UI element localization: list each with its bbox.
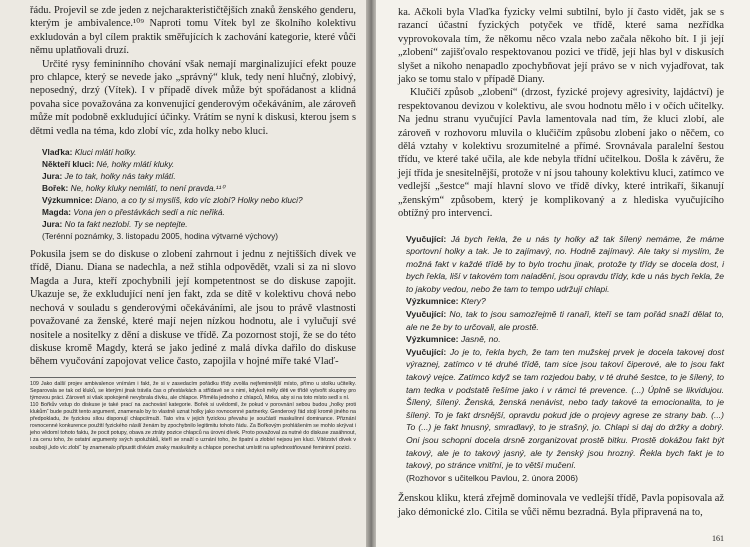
utterance: Já bych řekla, že u nás ty holky až tak šílený nemáme, že máme sportovní holky a tak. Je to zajímavý, no. Hodně zajímavý. Ale taky si myslím, že možná fakt v každé třídě by to bylo trochu jinak, protože ty třídy se docela dost, i bych řekla, liší v takovém tom naladění, jsou opravdu třídy, kde u nás bych řekla, že to jakoby vedou, nebo že tam to tempo udržují chlapi.: [406, 233, 725, 294]
left-paragraph-1: řádu. Projevil se zde jeden z nejcharakterističtějších znaků ženského genderu, kterým je ambivalence.¹⁰⁹ Naproti tomu Vítek byl ze školního kolektivu exkludován a byl cílem praktik směřujících k zachování kategorie, které vůči němu uplatňovali druzí.: [30, 5, 356, 57]
dialogue-line: [406, 308, 724, 333]
speaker: Výzkumnice:: [406, 296, 459, 307]
dialogue-line: [406, 233, 724, 296]
speaker: Vyučující:: [406, 233, 447, 244]
speaker: Výzkumnice:: [406, 334, 459, 345]
utterance: Jo je to, řekla bych, že tam ten mužskej prvek je docela takovej dost výraznej, zatímco v té druhé třídě, tam sice jsou takoví čiperové, ale to jsou fakt takový vejce. Zatímco když se tam rozjedou baby, v té druhé šestce, to je šílený, to tam tedka v podstatě řešíme jako i v rámci té prevence. (...) Úplně se likvidujou. Šílený, šílený. Ženská, ženská nenávist, nebo tady takové ta emocionalita, to je šílený. To je fakt drsnější, opravdu pokud jde o projevy agrese ze strany bab. (...) To (...) je fakt hnusný, smradlavý, to je strašný, jo. Chlapi si daj do držky a dobrý. Oni jsou schopni docela drsně zorganizovat prostě bitku. Prostě dokážou fakt být takový, ale je to takový jasný, ale ty ženský jsou hrozný. Řekla bych fakt je to takový, po stránce vnitřní, je to větší mučení.: [406, 346, 724, 471]
left-dialogue: [42, 146, 356, 242]
right-paragraph-2: Klučičí způsob „zlobení“ (drzost, fyzické projevy agresivity, lajdáctví) je respektovanou devizou v kolektivu, ale svou hodnotu mělo i v očích učitelky. Na jednu stranu vyučující Pavla lamentovala nad tím, že kluci zlobí, ale zároveň v rozhovoru mluvila o klučičím způsobu zlobení jako o něčem, co dělá vztahy v kolektivu srozumitelné a přímé. Srovnávala paralelní šestou třídu, ve které také učila, ale kde nebyla třídní učitelkou. Došla k závěru, že její třída je snesitelnější, protože v ní jsou tahouny kolektivu kluci, zatímco ve vedlejší „šestce“ mají hlavní slovo ve třídě dívky, které intrikaří, šikanují „ženským“ způsobem, který je komplikovaný a z hlediska vyučujícího obtížný pro intervenci.: [398, 87, 724, 220]
speaker: Jura:: [42, 171, 63, 182]
utterance: No ta fakt nezlobí. Ty se neptejte.: [64, 219, 188, 230]
dialogue-source-note: (Rozhovor s učitelkou Pavlou, 2. února 2006): [406, 472, 578, 483]
footnote-109: 109 Jako další projev ambivalence vnímám i fakt, že si v zasedacím pořádku třídy zvolila nejfeminnější místo, přímo u stolku učitelky. Separovala se tak od kluků, se kterými jinak trávila čas o přestávkách a střídavě se s nimi, kdykoli měly děti ve třídě vytvořit skupiny pro týmovou práci. Zároveň si však spokojeně nevybrala dívku, ale chlapce. Přiměla jednoho z chlapců, Mirka, aby si na toto místo sedl s ní.: [30, 380, 356, 401]
utterance: Kluci mlátí holky.: [74, 147, 137, 158]
speaker: Výzkumnice:: [42, 195, 93, 206]
dialogue-line: [42, 182, 356, 194]
utterance: Diano, a co ty si myslíš, kdo víc zlobí? Holky nebo kluci?: [95, 195, 303, 206]
dialogue-line: [42, 158, 356, 170]
right-paragraph-1: ka. Ačkoli byla Vlaďka fyzicky velmi subtilní, bylo jí často vidět, jak se s razancí účastní fyzických potyček ve třídě, které sama nezřídka vyprovokovala tím, že někomu něco vzala nebo začala někoho bít. I ji její „zlobení“ zajišťovalo respektovanou pozici ve třídě, její hlas byl v diskusích slyšet a nikoho nenapadlo zpochybňovat její právo se v nich vyjadřovat, tak jako se tomu stalo v případě Diany.: [398, 7, 724, 86]
speaker: Bořek:: [42, 183, 69, 194]
speaker: Vyučující:: [406, 346, 447, 357]
speaker: Vyučující:: [406, 309, 447, 320]
utterance: No, tak to jsou samozřejmě ti ranaři, kteří se tam pořád snaží dělat to, ale ne že by to určovali, ale prostě.: [406, 309, 724, 332]
dialogue-line: [406, 333, 724, 346]
speaker: Jura:: [42, 219, 63, 230]
speaker: Někteří kluci:: [42, 159, 95, 170]
dialogue-source-note: (Terénní poznámky, 3. listopadu 2005, hodina výtvarné výchovy): [42, 231, 278, 242]
left-page: [0, 0, 368, 547]
utterance: Ne, holky kluky nemlátí, to není pravda.¹¹⁰: [70, 183, 225, 194]
dialogue-line: [406, 295, 724, 308]
right-paragraph-3: Ženskou kliku, která zřejmě dominovala ve vedlejší třídě, Pavla popisovala až jako démonické zlo. Citila se vůči němu bezradná. Byla připravená na to,: [398, 493, 724, 518]
footnotes: [30, 377, 356, 452]
dialogue-line: [42, 206, 356, 218]
dialogue-line: [42, 146, 356, 158]
speaker: Vlaďka:: [42, 147, 73, 158]
utterance: Vona jen o přestávkách sedí a nic neřiká.: [73, 207, 225, 218]
dialogue-line: [406, 346, 724, 472]
footnote-110: 110 Bořkův vstup do diskuse je také prací na zachování kategorie. Bořek si uvědomil, že pokud v porovnání sebou budou „holky proti klukům“ bude použit tento argument, znamenalo by to vlastně uznat holky jako rovnocenné partnerky. Genderový řád stojí kromě jiného na předpokladu, že fyzickou sílou disponují chlapci/muži. Tato víra v jejich fyzickou převahu je součástí maskulinní dominance. Přiznání rovnocenné konkurence použití fyzického násilí ženám by zpochybnilo legitimitu tohoto řádu. Za Bořkovým prohlášením se mohlo skrývat i jeho vědomí tohoto faktu, že pocit potupy, obava ze ztráty pozice chlapců na úrovni dívek. Proto považoval za nutné do diskuse zasáhnout, i za cenu toho, že ostatní argumenty svých spolužáků, kteří se snaží o uznání toho, že špatní a zlobiví nejsou jen kluci. Vítězství dívek v souboji „kdo víc zlobí“ by znamenalo připustit dívkám znaky maskulinity a chlapce ponechat umístit na upřednostňované femininní pozici.: [30, 402, 356, 451]
utterance: Ktery?: [460, 296, 486, 307]
dialogue-line: [42, 194, 356, 206]
left-paragraph-3: Pokusila jsem se do diskuse o zlobení zahrnout i jednu z nejtišších dívek ve třídě, Dianu. Diana se nadechla, a než stihla odpovědět, vzali si za ni slovo Magda a Jura, kteří zpochybnili její kompetentnost se do diskuse zapojit. Ukazuje se, že exkludující není jen fakt, zda se dítě v kolektivu chová nebo nechová v souladu s genderovými očekáváními, ale jsou to právě vlastnosti považované za ženské, které mají nejen nízkou hodnotu, ale i vylučují své nositele a nositelky z dění a diskuse ve třídě. Za pozornost stojí, že se do této diskuse kromě Magdy, která se jako jediné z malá dívka dařilo do diskuse během vyučování zapojovat velice často, zapojila v hojné míře také Vlaď-: [30, 249, 356, 368]
utterance: Jasně, no.: [460, 334, 501, 345]
right-dialogue: [406, 233, 724, 485]
right-page: [376, 0, 750, 547]
dialogue-line: [42, 170, 356, 182]
utterance: Né, holky mlátí kluky.: [96, 159, 175, 170]
page-number: 161: [712, 534, 724, 543]
utterance: Je to tak, holky nás taky mlátí.: [64, 171, 176, 182]
left-paragraph-2: Určité rysy femininního chování však nemají marginalizující efekt pouze pro chlapce, který se nevede jako „správný“ kluk, tedy není hlučný, zlobivý, neposedný, drzý (Vítek). I v případě dívek může být spořádanost a klidná povaha sice považována za konvenující genderovým očekáváním, ale zároveň může mít podobně exkludující účinky. Vrátím se nyní k diskusi, kterou jsem s dětmi vedla na téma, kdo zlobí víc, zda holky nebo kluci.: [30, 58, 356, 137]
speaker: Magda:: [42, 207, 72, 218]
dialogue-line: [42, 218, 356, 230]
